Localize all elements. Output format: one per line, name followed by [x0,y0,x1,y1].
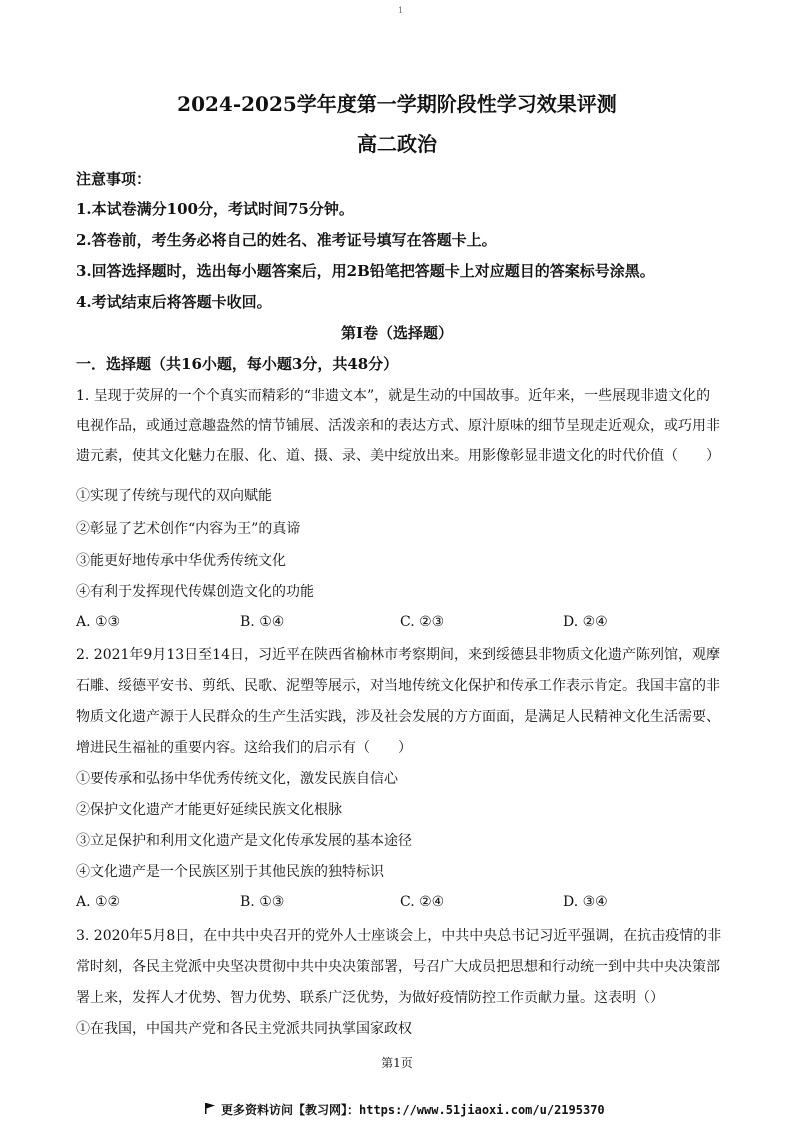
question-1-statement: ③能更好地传承中华优秀传统文化 [76,553,286,569]
question-2-statement: ④文化遗产是一个民族区别于其他民族的独特标识 [76,864,384,880]
exam-subtitle: 高二政治 [357,132,437,156]
question-1-option-a: A. ①③ [76,614,121,630]
question-2-line: 增进民生福祉的重要内容。这给我们的启示有（ ） [76,740,412,756]
question-1-line: 1. 呈现于荧屏的一个个真实而精彩的“非遗文本”，就是生动的中国故事。近年来，一些展现非遗文化的 [76,388,711,404]
question-1-line: 电视作品，或通过意趣盎然的情节铺展、活泼亲和的表达方式、原汁原味的细节呈现走近观众，或巧用非 [76,418,720,434]
flag-icon [205,1103,215,1117]
notice-heading: 注意事项： [76,170,152,188]
question-1-line: 遗元素，使其文化魅力在服、化、道、摄、录、美中绽放出来。用影像彰显非遗文化的时代价值（ ） [76,448,720,464]
footer-link[interactable] [205,1101,605,1118]
question-2-option-b: B. ①③ [240,894,285,910]
notice-item: 3.回答选择题时，选出每小题答案后，用2B铅笔把答题卡上对应题目的答案标号涂黑。 [76,262,655,280]
question-1-statement: ②彰显了艺术创作“内容为王”的真谛 [76,521,301,537]
page-number: 第1页 [381,1056,413,1070]
question-1-option-c: C. ②③ [400,614,445,630]
footer-link-text[interactable]: 更多资料访问【教习网】：https://www.51jiaoxi.com/u/2195370 [221,1103,605,1117]
question-2-line: 石雕、绥德平安书、剪纸、民歌、泥塑等展示，对当地传统文化保护和传承工作表示肯定。我国丰富的非 [76,678,720,694]
part-title: 第Ⅰ卷（选择题） [340,324,454,342]
question-3-statement: ①在我国，中国共产党和各民主党派共同执掌国家政权 [76,1021,412,1037]
question-2-option-a: A. ①② [76,894,121,910]
question-1-option-d: D. ②④ [563,614,608,630]
exam-title: 2024-2025学年度第一学期阶段性学习效果评测 [177,92,617,116]
header-mark: 1 [398,6,404,15]
question-2-option-c: C. ②④ [400,894,445,910]
question-2-line: 2. 2021年9月13日至14日，习近平在陕西省榆林市考察期间，来到绥德县非物质文化遗产陈列馆，观摩 [76,647,720,663]
section-title: 一．选择题（共16小题，每小题3分，共48分） [76,355,399,373]
notice-item: 1.本试卷满分100分，考试时间75分钟。 [76,200,354,218]
question-1-statement: ①实现了传统与现代的双向赋能 [76,488,272,504]
question-3-line: 3. 2020年5月8日，在中共中央召开的党外人士座谈会上，中共中央总书记习近平强调，在抗击疫情的非 [76,928,722,944]
question-2-statement: ①要传承和弘扬中华优秀传统文化，激发民族自信心 [76,771,398,787]
notice-item: 2.答卷前，考生务必将自己的姓名、准考证号填写在答题卡上。 [76,231,497,249]
question-1-statement: ④有利于发挥现代传媒创造文化的功能 [76,584,314,600]
notice-item: 4.考试结束后将答题卡收回。 [76,293,272,311]
question-2-line: 物质文化遗产源于人民群众的生产生活实践，涉及社会发展的方方面面，是满足人民精神文化生活需要、 [76,709,720,725]
question-1-option-b: B. ①④ [240,614,285,630]
question-2-statement: ③立足保护和利用文化遗产是文化传承发展的基本途径 [76,833,412,849]
question-3-line: 常时刻，各民主党派中央坚决贯彻中共中央决策部署，号召广大成员把思想和行动统一到中共中央决策部 [76,959,720,975]
question-3-line: 署上来，发挥人才优势、智力优势、联系广泛优势，为做好疫情防控工作贡献力量。这表明（） [76,990,664,1006]
question-2-statement: ②保护文化遗产才能更好延续民族文化根脉 [76,802,342,818]
question-2-option-d: D. ③④ [563,894,608,910]
